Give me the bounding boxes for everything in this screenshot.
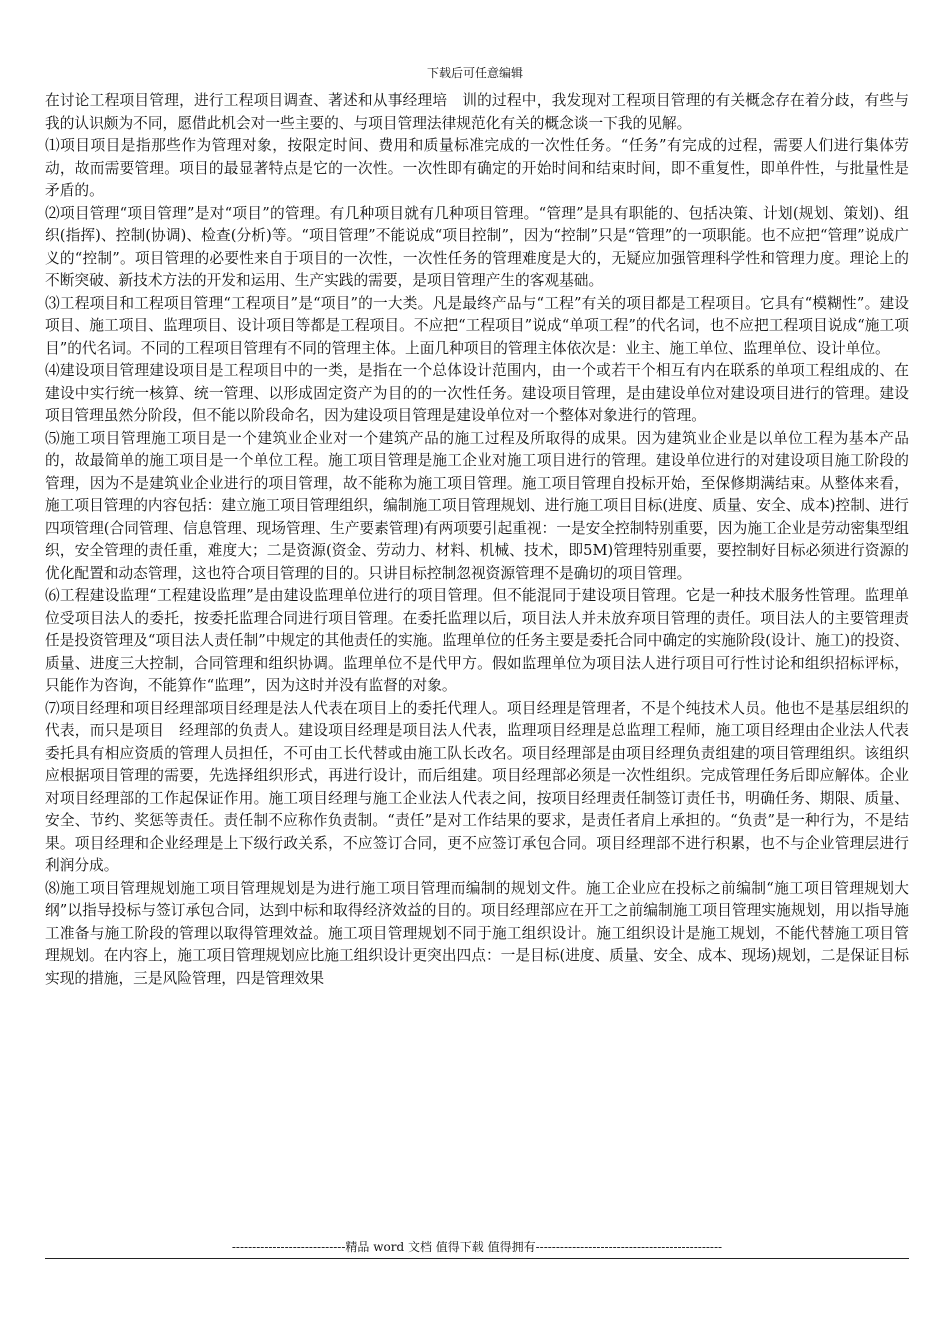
footer-divider [45, 1258, 909, 1259]
paragraph-project-manager: ⑺项目经理和项目经理部项目经理是法人代表在项目上的委托代理人。项目经理是管理者，不是个纯技术人员。他也不是基层组织的代表，而只是项目 经理部的负责人。建设项目经理是项目法人代表，监理项目经理是总监理工程师，施工项目经理由企业法人代表委托具有相应资质的管理人员担任，不可由工长代替或由施工队长改名。项目经理部是由项目经理负责组建的项目管理组织。该组织应根据项目管理的需要，先选择组织形式，再进行设计，而后组建。项目经理部必须是一次性组织。完成管理任务后即应解体。企业对项目经理部的工作起保证作用。施工项目经理与施工企业法人代表之间，按项目经理责任制签订责任书，明确任务、期限、质量、安全、节约、奖惩等责任。责任制不应称作负责制。“责任”是对工作结果的要求，是责任者肩上承担的。“负责”是一种行为，不是结果。项目经理和企业经理是上下级行政关系，不应签订合同，更不应签订承包合同。项目经理部不进行积累，也不与企业管理层进行利润分成。 [45, 699, 909, 874]
paragraph-construction-project-management: ⑷建设项目管理建设项目是工程项目中的一类，是指在一个总体设计范围内，由一个或若干个相互有内在联系的单项工程组成的、在建设中实行统一核算、统一管理、以形成固定资产为目的的一次性任务。建设项目管理，是由建设单位对建设项目进行的管理。建设项目管理虽然分阶段，但不能以阶段命名，因为建设项目管理是建设单位对一个整体对象进行的管理。 [45, 362, 909, 424]
paragraph-supervision: ⑹工程建设监理“工程建设监理”是由建设监理单位进行的项目管理。但不能混同于建设项目管理。它是一种技术服务性管理。监理单位受项目法人的委托，按委托监理合同进行项目管理。在委托监理以后，项目法人并未放弃项目管理的责任。项目法人的主要管理责任是投资管理及“项目法人责任制”中规定的其他责任的实施。监理单位的任务主要是委托合同中确定的实施阶段(设计、施工)的投资、质量、进度三大控制，合同管理和组织协调。监理单位不是代甲方。假如监理单位为项目法人进行项目可行性讨论和组织招标评标，只能作为咨询，不能算作“监理”，因为这时并没有监督的对象。 [45, 587, 909, 694]
paragraph-project-management: ⑵项目管理“项目管理”是对“项目”的管理。有几种项目就有几种项目管理。“管理”是具有职能的、包括决策、计划(规划、策划)、组织(指挥)、控制(协调)、检查(分析)等。“项目管理”不能说成“项目控制”，因为“控制”只是“管理”的一项职能。也不应把“管理”说成广义的“控制”。项目管理的必要性来自于项目的一次性，一次性任务的管理难度是大的，无疑应加强管理科学性和管理力度。理论上的不断突破、新技术方法的开发和运用、生产实践的需要，是项目管理产生的客观基础。 [45, 204, 909, 289]
page-footer: ----------------------------精品 word 文档 值得下载 值得拥有---------------------------------------------- [231, 1240, 723, 1254]
intro-paragraph: 在讨论工程项目管理，进行工程项目调查、著述和从事经理培 训的过程中，我发现对工程项目管理的有关概念存在着分歧，有些与我的认识颇为不同，愿借此机会对一些主要的、与项目管理法律规范化有关的概念谈一下我的见解。 [45, 92, 909, 132]
paragraph-engineering-project: ⑶工程项目和工程项目管理“工程项目”是“项目”的一大类。凡是最终产品与“工程”有关的项目都是工程项目。它具有“模糊性”。建设项目、施工项目、监理项目、设计项目等都是工程项目。不应把“工程项目”说成“单项工程”的代名词，也不应把工程项目说成“施工项目”的代名词。不同的工程项目管理有不同的管理主体。上面几种项目的管理主体依次是：业主、施工单位、监理单位、设计单位。 [45, 294, 909, 357]
paragraph-management-planning: ⑻施工项目管理规划施工项目管理规划是为进行施工项目管理而编制的规划文件。施工企业应在投标之前编制“施工项目管理规划大纲”以指导投标与签订承包合同，达到中标和取得经济效益的目的。项目经理部应在开工之前编制施工项目管理实施规划，用以指导施工准备与施工阶段的管理以取得管理效益。施工项目管理规划不同于施工组织设计。施工组织设计是施工规划，不能代替施工项目管理规划。在内容上，施工项目管理规划应比施工组织设计更突出四点：一是目标(进度、质量、安全、成本、现场)规划，二是保证目标实现的措施，三是风险管理，四是管理效果 [45, 879, 909, 987]
page-header: 下载后可任意编辑 [426, 66, 523, 80]
document-body [45, 90, 909, 990]
paragraph-site-project-management: ⑸施工项目管理施工项目是一个建筑业企业对一个建筑产品的施工过程及所取得的成果。因为建筑业企业是以单位工程为基本产品的，故最简单的施工项目是一个单位工程。施工项目管理是施工企业对施工项目进行的管理。建设单位进行的对建设项目施工阶段的管理，因为不是建筑业企业进行的项目管理，故不能称为施工项目管理。施工项目管理自投标开始，至保修期满结束。从整体来看，施工项目管理的内容包括：建立施工项目管理组织，编制施工项目管理规划、进行施工项目目标(进度、质量、安全、成本)控制、进行四项管理(合同管理、信息管理、现场管理、生产要素管理)有两项要引起重视：一是安全控制特别重要，因为施工企业是劳动密集型组织，安全管理的责任重，难度大；二是资源(资金、劳动力、材料、机械、技术，即5M)管理特别重要，要控制好目标必须进行资源的优化配置和动态管理，这也符合项目管理的目的。只讲目标控制忽视资源管理不是确切的项目管理。 [45, 429, 909, 582]
paragraph-project: ⑴项目项目是指那些作为管理对象，按限定时间、费用和质量标准完成的一次性任务。“任务”有完成的过程，需要人们进行集体劳动，故而需要管理。项目的最显著特点是它的一次性。一次性即有确定的开始时间和结束时间，即不重复性，即单件性，与批量性是矛盾的。 [45, 137, 909, 199]
